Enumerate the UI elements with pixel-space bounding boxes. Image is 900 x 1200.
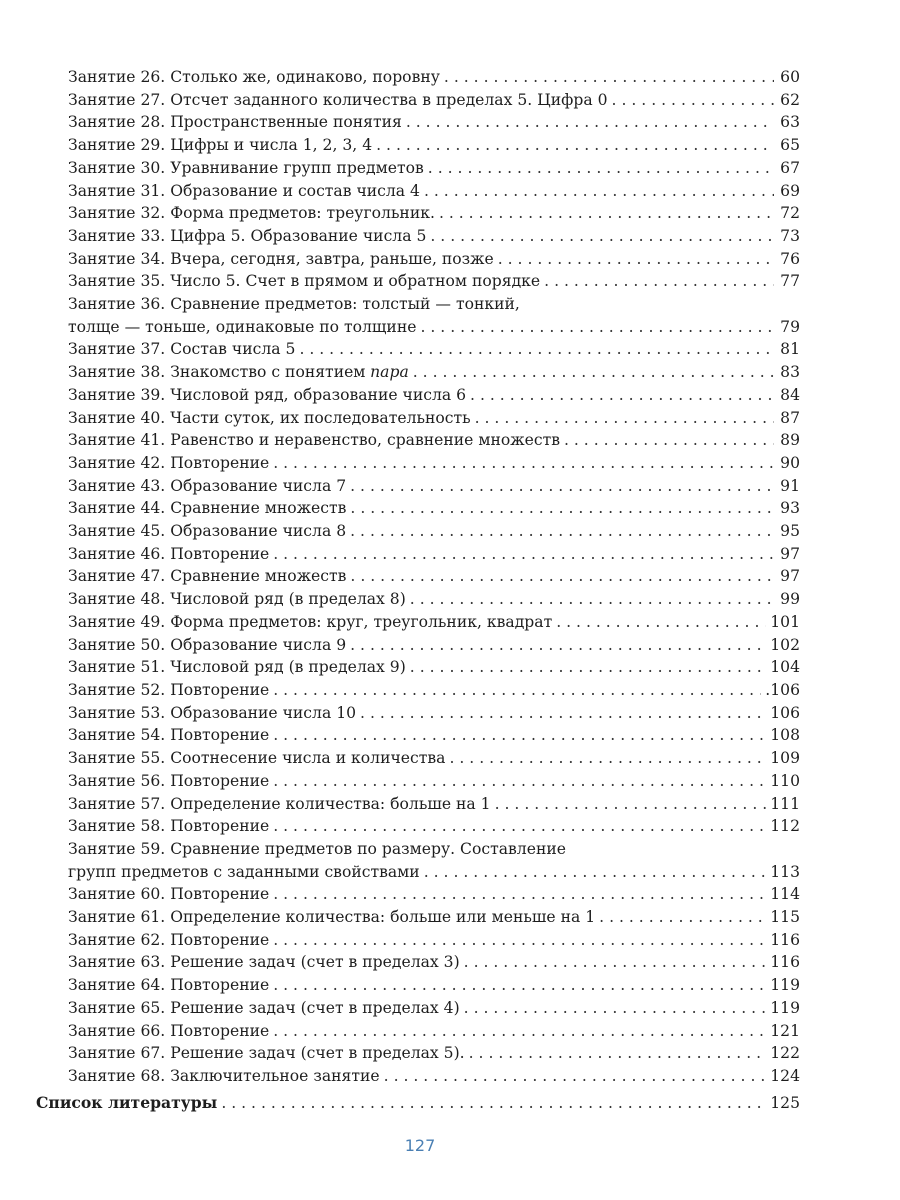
entry-page-number: 124 [770,1066,800,1085]
dot-leader [430,225,774,248]
entry-page-number: 79 [780,317,800,336]
entry-page-number: 76 [780,249,800,268]
entry-title: Занятие 53. Образование числа 10 [68,703,357,722]
dot-leader [498,248,774,271]
entry-title: Занятие 59. Сравнение предметов по размеру. Составление [68,839,566,858]
toc-entry-bibliography [0,1092,800,1115]
dot-leader [424,861,767,884]
entry-page-number: 101 [770,612,800,631]
toc-entry [0,724,800,747]
entry-page-number: 110 [770,771,800,790]
toc-entry [0,157,800,180]
entry-title: Занятие 58. Повторение [68,817,270,836]
toc-entry [0,66,800,89]
toc-entry [0,475,800,498]
toc-entry [0,951,800,974]
entry-title: Занятие 55. Соотнесение числа и количества [68,749,446,768]
dot-leader [464,951,767,974]
toc-entry [0,929,800,952]
entry-page-number: 84 [780,385,800,404]
entry-page-number: 108 [770,726,800,745]
entry-page-number: 114 [770,885,800,904]
entry-page-number: 104 [770,658,800,677]
entry-title: Занятие 62. Повторение [68,930,270,949]
dot-leader [350,565,774,588]
entry-title: Занятие 64. Повторение [68,976,270,995]
entry-title: Занятие 51. Числовой ряд (в пределах 9) [68,658,406,677]
entry-page-number: 63 [780,113,800,132]
toc-entry [0,974,800,997]
entry-title: Занятие 34. Вчера, сегодня, завтра, раньше, позже [68,249,494,268]
dot-leader [469,1042,767,1065]
entry-title: Занятие 35. Число 5. Счет в прямом и обратном порядке [68,272,541,291]
entry-title: Занятие 67. Решение задач (счет в пределах 5). [68,1044,465,1063]
entry-title: Занятие 65. Решение задач (счет в пределах 4) [68,998,460,1017]
toc-entry [0,520,800,543]
entry-title: Занятие 26. Столько же, одинаково, поровну [68,68,440,86]
toc-entry [0,180,800,203]
dot-leader [612,89,774,112]
entry-title: Занятие 43. Образование числа 7 [68,476,347,495]
toc-entry [0,565,800,588]
entry-title: Занятие 52. Повторение [68,680,270,699]
toc-entry [0,747,800,770]
dot-leader [449,747,766,770]
entry-title: Занятие 68. Заключительное занятие [68,1066,380,1085]
entry-title: Занятие 41. Равенство и неравенство, сравнение множеств [68,431,560,450]
entry-title: групп предметов с заданными свойствами [68,862,420,881]
toc-entry [0,225,800,248]
entry-title: Занятие 36. Сравнение предметов: толстый — тонкий, [68,295,520,314]
toc-entry [0,384,800,407]
entry-page-number: 90 [780,453,800,472]
table-of-contents [0,66,900,1114]
dot-leader [273,883,766,906]
toc-entry [0,770,800,793]
toc-entry [0,202,800,225]
toc-entry [0,429,800,452]
dot-leader [273,1020,766,1043]
entry-page-number: 102 [770,635,800,654]
dot-leader [439,202,774,225]
dot-leader [299,338,774,361]
entry-page-number: 121 [770,1021,800,1040]
toc-entry [0,702,800,725]
entry-page-number: 97 [780,544,800,563]
toc-entry [0,997,800,1020]
toc-entry [0,588,800,611]
dot-leader [350,520,774,543]
toc-entry [0,838,800,883]
toc-entry [0,634,800,657]
entry-page-number: 119 [770,976,800,995]
entry-page-number: .106 [765,680,800,699]
entry-title: Занятие 44. Сравнение множеств [68,499,347,518]
toc-entry [0,883,800,906]
toc-entry [0,793,800,816]
entry-page-number: 97 [780,567,800,586]
entry-title-emphasis: пара [370,363,409,382]
entry-page-number: 113 [770,862,800,881]
dot-leader [384,1065,767,1088]
entry-page-number: 106 [770,703,800,722]
dot-leader [564,429,774,452]
dot-leader [273,815,766,838]
entry-title: Занятие 49. Форма предметов: круг, треугольник, квадрат [68,612,553,631]
toc-entry [0,497,800,520]
dot-leader [360,702,766,725]
toc-entry [0,1065,800,1088]
entry-page-number: 73 [780,226,800,245]
dot-leader [544,270,774,293]
dot-leader [470,384,774,407]
entry-page-number: 60 [780,68,800,86]
entry-page-number: 99 [780,590,800,609]
entry-title: Список литературы [36,1092,218,1112]
entry-title: Занятие 48. Числовой ряд (в пределах 8) [68,590,406,609]
entry-page-number: 87 [780,408,800,427]
toc-entry [0,111,800,134]
entry-title: Занятие 47. Сравнение множеств [68,567,347,586]
toc-entry [0,452,800,475]
dot-leader [350,634,766,657]
dot-leader [556,611,766,634]
entry-title: Занятие 56. Повторение [68,771,270,790]
entry-title: Занятие 32. Форма предметов: треугольник. [68,204,435,223]
dot-leader [273,929,766,952]
dot-leader [273,974,766,997]
entry-title: Занятие 38. Знакомство с понятием [68,363,366,382]
entry-page-number: 93 [780,499,800,518]
toc-entry [0,906,800,929]
entry-page-number: 112 [770,817,800,836]
entry-page-number: 95 [780,522,800,541]
entry-title: Занятие 54. Повторение [68,726,270,745]
entry-title: Занятие 37. Состав числа 5 [68,340,296,359]
entry-title: Занятие 29. Цифры и числа 1, 2, 3, 4 [68,136,373,155]
entry-title: Занятие 28. Пространственные понятия [68,113,402,132]
entry-page-number: 115 [770,908,800,927]
page-number: 127 [404,1136,436,1155]
toc-entry [0,1042,800,1065]
entry-page-number: 67 [780,158,800,177]
toc-entry [0,656,800,679]
dot-leader [413,361,774,384]
entry-title: Занятие 66. Повторение [68,1021,270,1040]
dot-leader [406,111,774,134]
entry-page-number: 65 [780,136,800,155]
toc-entry [0,89,800,112]
entry-page-number: 69 [780,181,800,200]
dot-leader [464,997,767,1020]
entry-page-number: 72 [780,204,800,223]
toc-entry [0,293,800,338]
toc-entry [0,134,800,157]
dot-leader [273,543,774,566]
toc-entry [0,543,800,566]
dot-leader [428,157,774,180]
entry-page-number: 111 [770,794,800,813]
entry-page-number: 83 [780,363,800,382]
dot-leader [350,497,774,520]
dot-leader [495,793,767,816]
entry-title: Занятие 27. Отсчет заданного количества в пределах 5. Цифра 0 [68,90,608,109]
toc-entry [0,815,800,838]
entry-page-number: 89 [780,431,800,450]
toc-entry [0,338,800,361]
entry-page-number: 91 [780,476,800,495]
toc-entry [0,270,800,293]
entry-page-number: 116 [770,930,800,949]
dot-leader [410,588,774,611]
entry-title: Занятие 30. Уравнивание групп предметов [68,158,424,177]
dot-leader [273,452,774,475]
toc-entry [0,679,800,702]
entry-title: Занятие 60. Повторение [68,885,270,904]
dot-leader [475,407,774,430]
dot-leader [420,316,774,339]
toc-entry [0,361,800,384]
dot-leader [444,66,774,89]
entry-title: толще — тоньше, одинаковые по толщине [68,317,417,336]
entry-page-number: 109 [770,749,800,768]
dot-leader [273,679,761,702]
dot-leader [410,656,766,679]
entry-title: Занятие 61. Определение количества: больше или меньше на 1 [68,908,596,927]
entry-title: Занятие 46. Повторение [68,544,270,563]
entry-page-number: 81 [780,340,800,359]
toc-entry [0,407,800,430]
entry-title: Занятие 45. Образование числа 8 [68,522,347,541]
dot-leader [273,724,766,747]
entry-title: Занятие 57. Определение количества: больше на 1 [68,794,491,813]
entry-title: Занятие 39. Числовой ряд, образование числа 6 [68,385,467,404]
entry-page-number: 77 [780,272,800,291]
toc-entry [0,248,800,271]
entry-page-number: 119 [770,998,800,1017]
entry-title: Занятие 42. Повторение [68,453,270,472]
dot-leader [350,475,774,498]
entry-title: Занятие 31. Образование и состав числа 4 [68,181,420,200]
dot-leader [599,906,766,929]
dot-leader [273,770,766,793]
entry-page-number: 116 [770,953,800,972]
entry-title: Занятие 33. Цифра 5. Образование числа 5 [68,226,427,245]
dot-leader [376,134,774,157]
entry-title: Занятие 63. Решение задач (счет в пределах 3) [68,953,460,972]
toc-entry [0,1020,800,1043]
entry-title: Занятие 50. Образование числа 9 [68,635,347,654]
entry-page-number: 125 [770,1093,800,1112]
toc-entry [0,611,800,634]
entry-page-number: 122 [770,1044,800,1063]
dot-leader [424,180,774,203]
entry-page-number: 62 [780,90,800,109]
entry-title: Занятие 40. Части суток, их последовательность [68,408,471,427]
dot-leader [221,1092,766,1115]
